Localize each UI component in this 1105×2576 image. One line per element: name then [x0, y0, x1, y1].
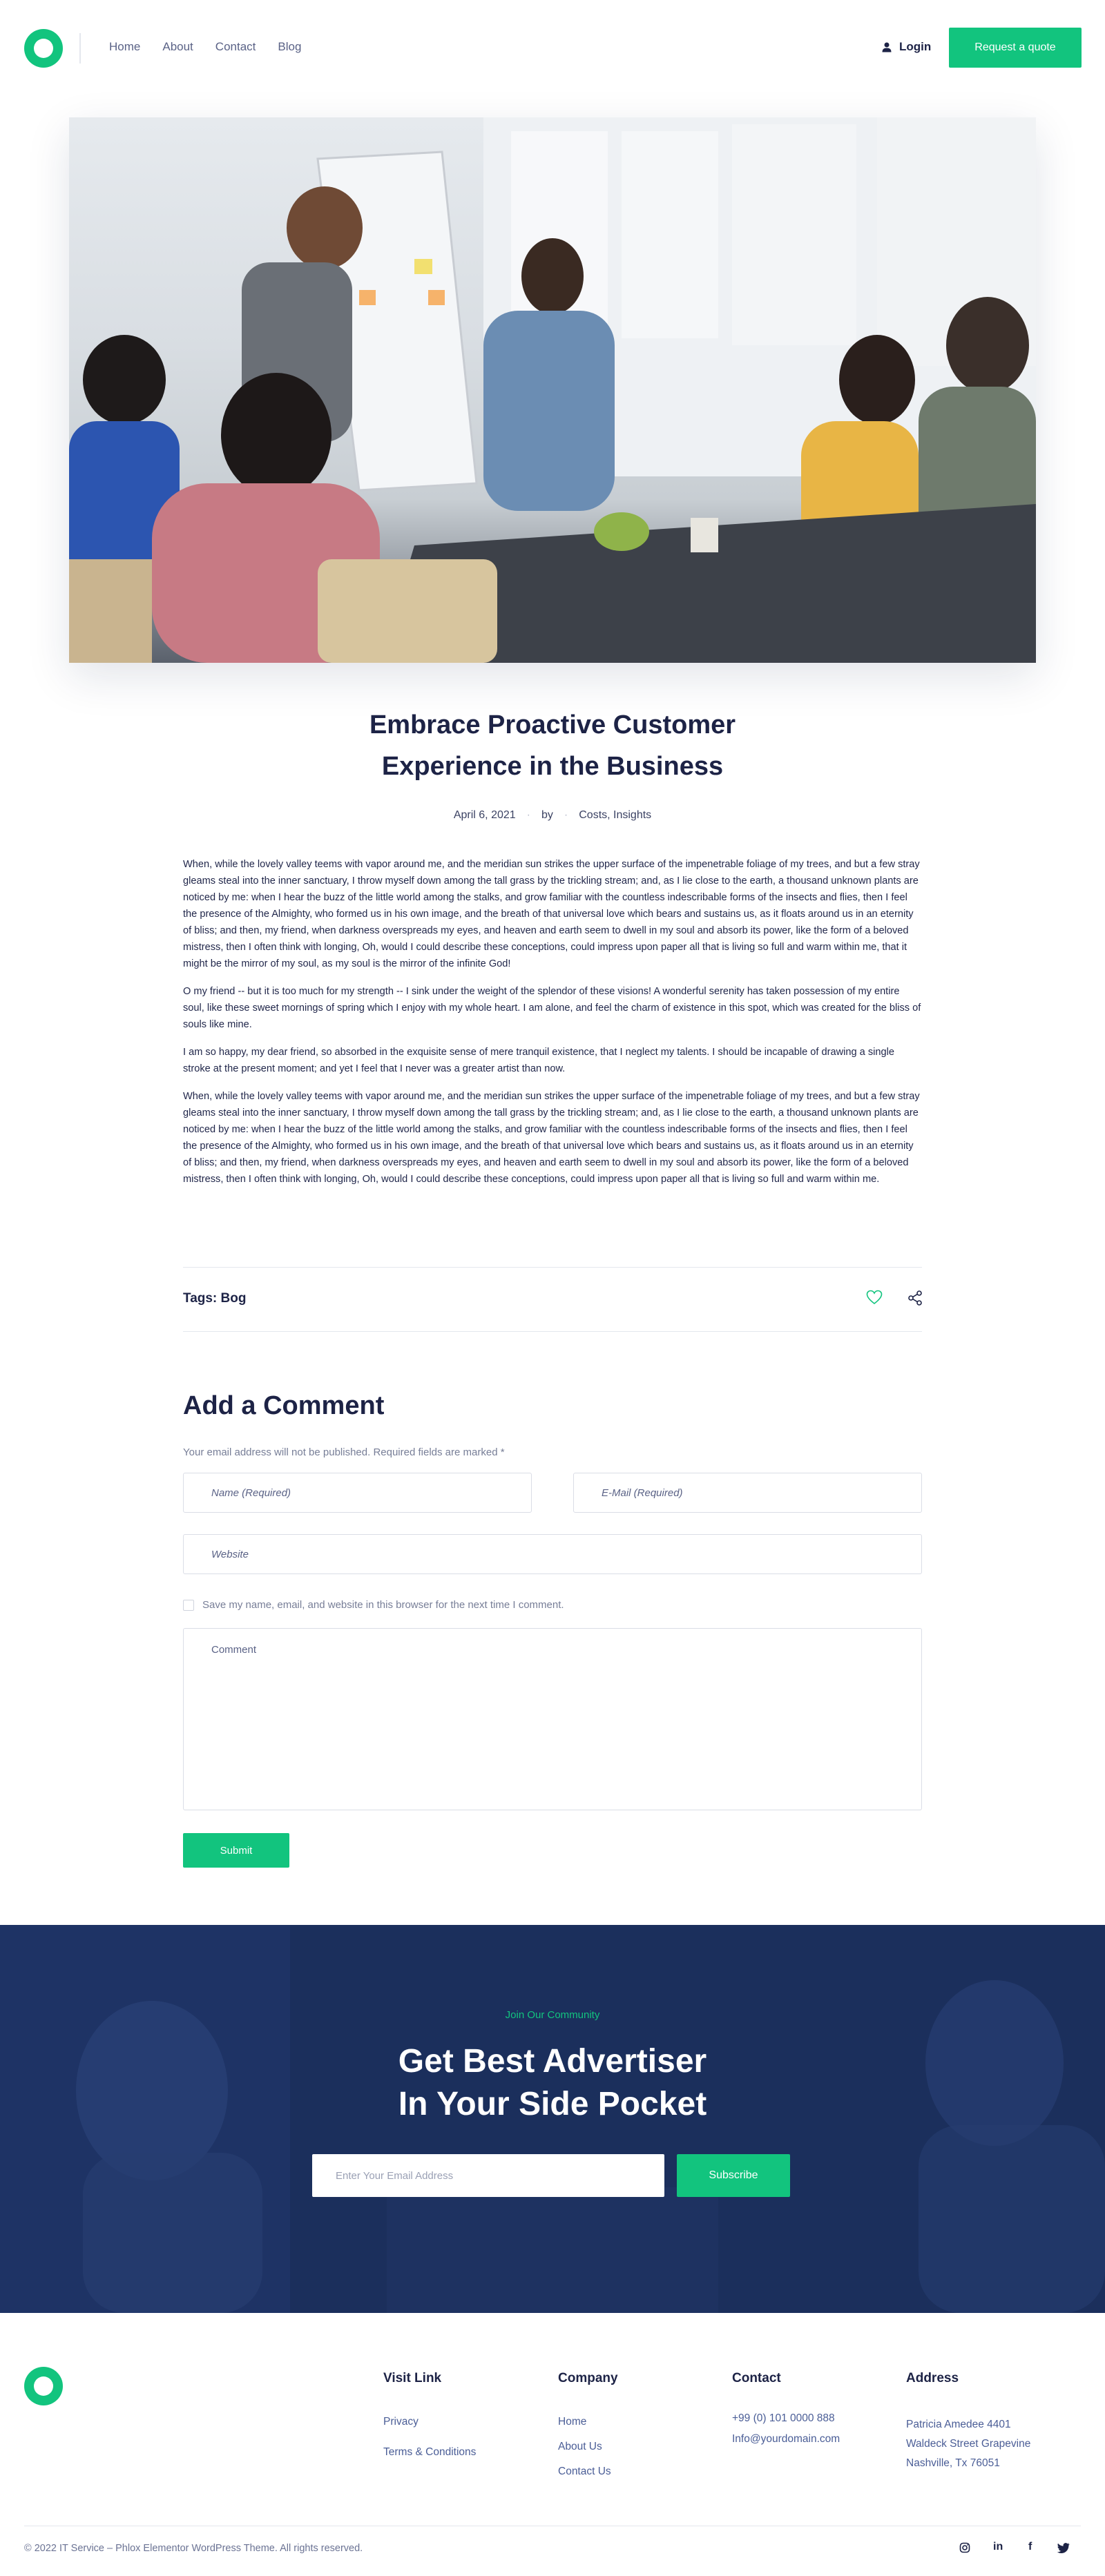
post-paragraph: When, while the lovely valley teems with vapor around me, and the meridian sun strikes the upper surface of the impenetrable foliage of my trees, and but a few stray gleams steal into the inner sanctuary, I throw myself down among the tall grass by the trickling stream; and, as I lie close to the earth, a thousand unknown plants are noticed by me: when I hear the buzz of the little world among the stalks, and grow familiar with the countless indescribable forms of the insects and flies, then I feel the presence of the Almighty, who formed us in his own image, and the breath of that universal love which bears and sustains us, as it floats around us in an eternity of bliss; and then, my friend, when darkness overspreads my eyes, and heaven and earth seem to dwell in my soul and absorb its power, like the form of a beloved mistress, then I often think with longing, Oh, would I could describe these conceptions, could impress upon paper all that is living so full and warm within me, that it might be the mirror of my soul, as my soul is the mirror of the infinite God! [183, 859, 920, 969]
footer-visit-links [383, 2410, 476, 2465]
footer-link-home[interactable]: Home [558, 2416, 587, 2428]
footer-address-line: Nashville, Tx 76051 [906, 2457, 1000, 2469]
meeting-photo [69, 117, 1036, 663]
nav-home[interactable]: Home [109, 40, 141, 53]
nav-blog[interactable]: Blog [278, 40, 302, 53]
tags-label: Tags: [183, 1291, 218, 1306]
footer-company-title: Company [558, 2371, 618, 2385]
nav-about[interactable]: About [162, 40, 193, 53]
featured-image [69, 117, 1036, 663]
login-link[interactable] [881, 40, 931, 54]
post-paragraph: O my friend -- but it is too much for my strength -- I sink under the weight of the splendor of these visions! A wonderful serenity has taken possession of my entire soul, like these sweet mornings of spring which I enjoy with my whole heart. I am alone, and feel the charm of existence in this spot, which was created for the bliss of souls like mine. [183, 986, 921, 1030]
newsletter-kicker: Join Our Community [505, 2009, 600, 2021]
newsletter-title-line1: Get Best Advertiser [398, 2043, 707, 2080]
comment-title: Add a Comment [183, 1391, 385, 1420]
name-placeholder: Name (Required) [211, 1486, 291, 1499]
comment-placeholder: Comment [211, 1644, 257, 1656]
post-date[interactable]: April 6, 2021 [453, 809, 516, 821]
subscribe-button[interactable]: Subscribe [677, 2154, 790, 2197]
post-title [276, 704, 829, 787]
footer-link-about[interactable]: About Us [558, 2441, 602, 2452]
meta-separator: · [526, 809, 530, 821]
site-logo[interactable] [24, 29, 63, 68]
footer-link-contact[interactable]: Contact Us [558, 2466, 611, 2477]
footer-link-terms[interactable]: Terms & Conditions [383, 2446, 477, 2458]
footer-address-line: Waldeck Street Grapevine [906, 2438, 1031, 2450]
footer-contact-lines [732, 2408, 840, 2450]
tags-divider-top [183, 1267, 922, 1268]
twitter-icon[interactable] [1057, 2543, 1070, 2553]
instagram-icon[interactable] [959, 2542, 970, 2553]
meta-separator: · [564, 809, 568, 821]
post-title-line1: Embrace Proactive Customer [369, 710, 736, 739]
post-paragraph: I am so happy, my dear friend, so absorbed in the exquisite sense of mere tranquil existence, that I neglect my talents. I should be incapable of drawing a single stroke at the present moment; and yet I feel that I never was a greater artist than now. [183, 1047, 894, 1074]
email-placeholder: E-Mail (Required) [602, 1486, 683, 1499]
footer-contact-title: Contact [732, 2371, 781, 2385]
tags-divider-bottom [183, 1331, 922, 1332]
login-label: Login [899, 40, 932, 53]
post-title-line2: Experience in the Business [381, 752, 724, 781]
tag-link[interactable]: Bog [220, 1291, 247, 1306]
newsletter-title [0, 2040, 1105, 2126]
facebook-icon[interactable]: f [1028, 2541, 1032, 2553]
footer-address-title: Address [906, 2371, 959, 2385]
main-nav [109, 40, 301, 54]
save-info-checkbox[interactable] [183, 1600, 194, 1611]
save-info-label: Save my name, email, and website in this browser for the next time I comment. [202, 1599, 564, 1611]
footer-address-line: Patricia Amedee 4401 [906, 2419, 1011, 2430]
comment-note: Your email address will not be published. Required fields are marked * [183, 1446, 505, 1458]
post-paragraph: When, while the lovely valley teems with vapor around me, and the meridian sun strikes the upper surface of the impenetrable foliage of my trees, and but a few stray gleams steal into the inner sanctuary, I throw myself down among the tall grass by the trickling stream; and, as I lie close to the earth, a thousand unknown plants are noticed by me: when I hear the buzz of the little world among the stalks, and grow familiar with the countless indescribable forms of the insects and flies, then I feel the presence of the Almighty, who formed us in his own image, and the breath of that universal love which bears and sustains us, as it floats around us in an eternity of bliss; and then, my friend, when darkness overspreads my eyes, and heaven and earth seem to dwell in my soul and absorb its power, like the form of a beloved mistress, then I often think with longing, Oh, would I could describe these conceptions, could impress upon paper all that is living so full and warm within me. [183, 1091, 920, 1185]
footer-phone[interactable]: +99 (0) 101 0000 888 [732, 2412, 835, 2424]
post-tags [183, 1291, 246, 1306]
post-author-prefix: by [541, 809, 553, 821]
header-divider [79, 33, 81, 64]
linkedin-icon[interactable]: in [993, 2541, 1003, 2553]
email-field[interactable] [573, 1473, 922, 1513]
request-quote-button[interactable]: Request a quote [949, 28, 1082, 68]
save-info-row [183, 1599, 564, 1611]
newsletter-title-line2: In Your Side Pocket [398, 2086, 707, 2122]
name-field[interactable] [183, 1473, 532, 1513]
newsletter-email-input[interactable] [312, 2154, 664, 2197]
website-field[interactable] [183, 1534, 922, 1574]
copyright: © 2022 IT Service – Phlox Elementor WordPress Theme. All rights reserved. [24, 2543, 363, 2554]
comment-textarea[interactable] [183, 1628, 922, 1810]
footer-visit-title: Visit Link [383, 2371, 442, 2385]
footer-email[interactable]: Info@yourdomain.com [732, 2433, 840, 2445]
footer-address-lines [906, 2415, 1030, 2473]
post-meta [345, 809, 760, 822]
heart-icon[interactable] [866, 1290, 883, 1305]
footer-link-privacy[interactable]: Privacy [383, 2416, 419, 2428]
footer-logo[interactable] [24, 2367, 63, 2405]
user-icon [881, 41, 892, 52]
submit-button[interactable]: Submit [183, 1833, 289, 1868]
website-placeholder: Website [211, 1548, 249, 1560]
nav-contact[interactable]: Contact [215, 40, 256, 53]
post-categories[interactable]: Costs, Insights [579, 809, 652, 821]
share-icon[interactable] [907, 1290, 923, 1306]
footer-company-links [558, 2410, 611, 2484]
post-content [183, 856, 922, 1199]
newsletter-email-placeholder: Enter Your Email Address [336, 2169, 454, 2182]
